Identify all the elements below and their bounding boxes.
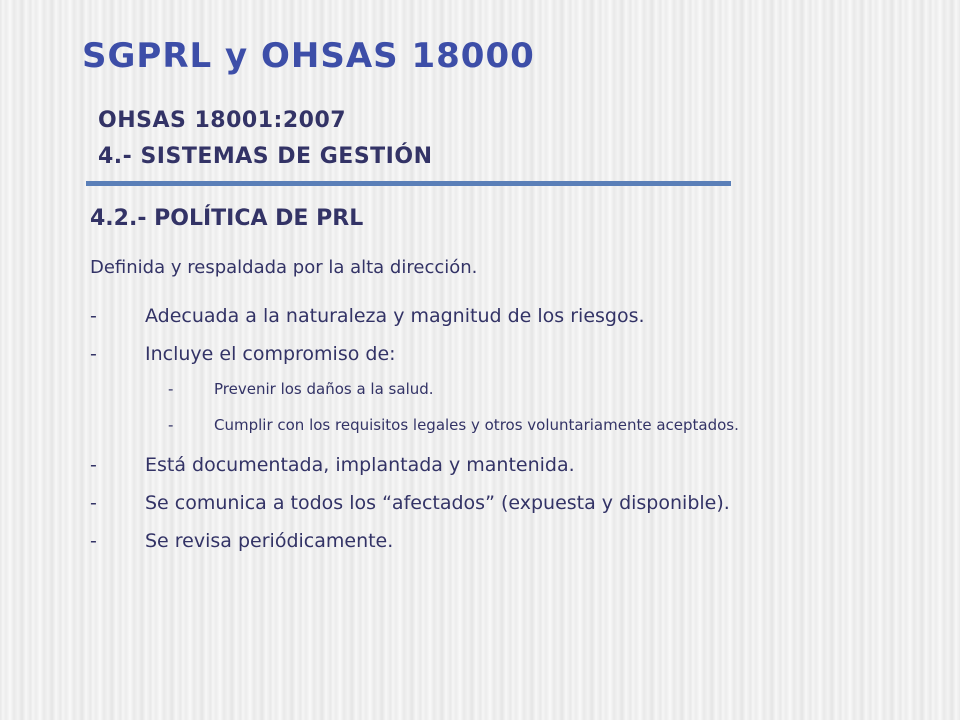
bullet-text: Se revisa periódicamente. — [145, 530, 394, 552]
sub-bullet-text: Cumplir con los requisitos legales y otros voluntariamente aceptados. — [214, 416, 739, 434]
sub-bullet-text: Prevenir los daños a la salud. — [214, 380, 434, 398]
bullet-text: Incluye el compromiso de: — [145, 343, 396, 365]
bullet-marker: - — [90, 343, 97, 365]
bullet-text: Se comunica a todos los “afectados” (expuesta y disponible). — [145, 492, 730, 514]
bullet-text: Adecuada a la naturaleza y magnitud de los riesgos. — [145, 305, 645, 327]
bullet-marker: - — [90, 454, 97, 476]
subtitle-chapter: 4.- SISTEMAS DE GESTIÓN — [98, 144, 433, 169]
bullet-marker: - — [168, 416, 174, 434]
subtitle-standard: OHSAS 18001:2007 — [98, 108, 347, 133]
bullet-marker: - — [90, 492, 97, 514]
bullet-marker: - — [90, 305, 97, 327]
section-heading: 4.2.- POLÍTICA DE PRL — [90, 206, 364, 231]
bullet-marker: - — [90, 530, 97, 552]
bullet-marker: - — [168, 380, 174, 398]
intro-text: Definida y respaldada por la alta dirección. — [90, 257, 478, 278]
slide-title: SGPRL y OHSAS 18000 — [82, 36, 535, 76]
bullet-text: Está documentada, implantada y mantenida. — [145, 454, 575, 476]
divider-rule — [86, 181, 731, 186]
